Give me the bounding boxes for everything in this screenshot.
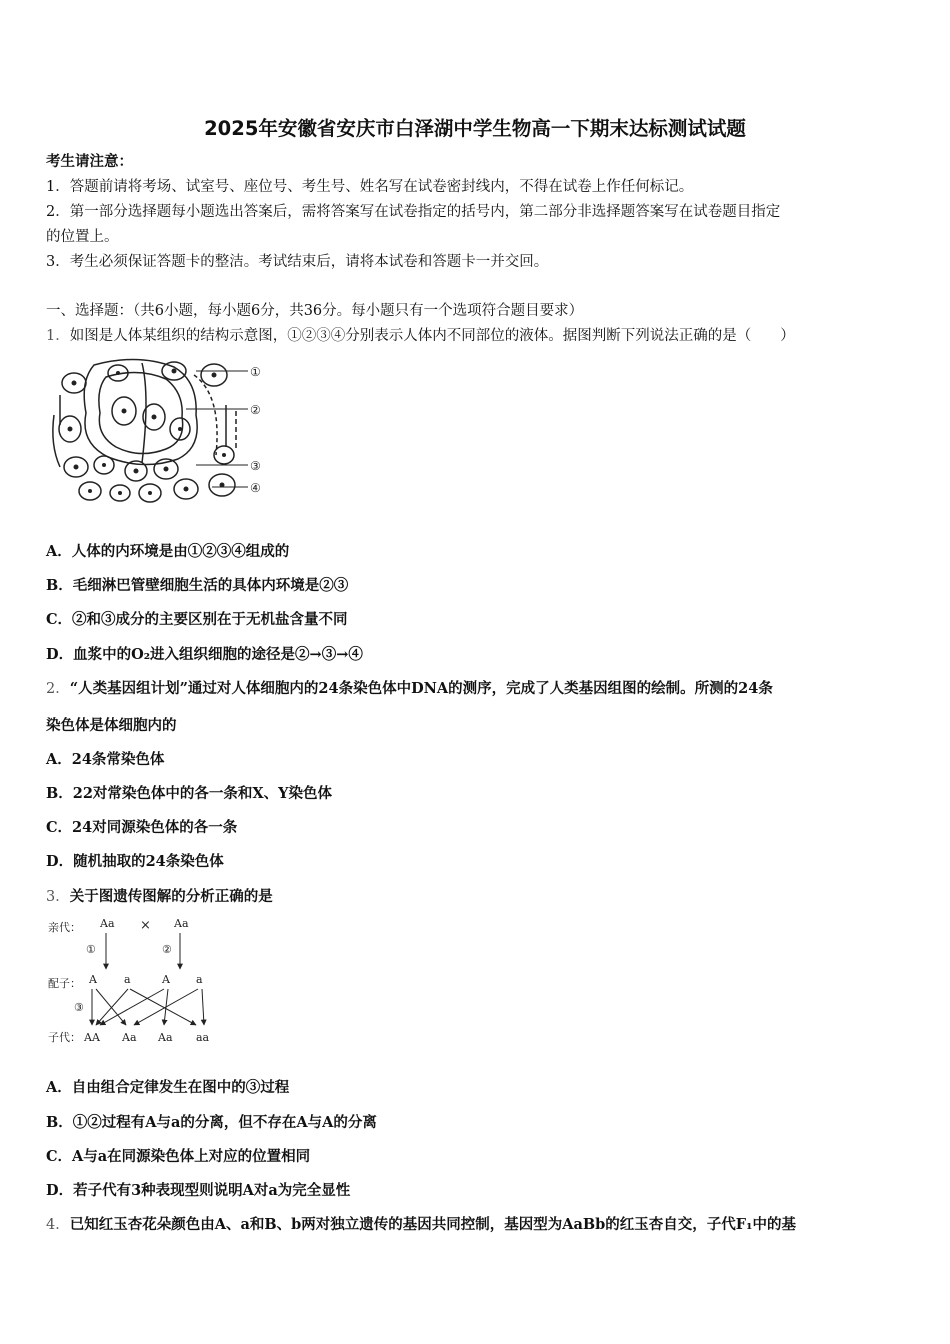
question-number: 3． xyxy=(46,889,70,905)
tissue-structure-figure xyxy=(46,355,270,507)
option-b: B．①②过程有A与a的分离，但不存在A与A的分离 xyxy=(46,1114,377,1131)
question-number: 1． xyxy=(46,328,70,344)
option-c: C．A与a在同源染色体上对应的位置相同 xyxy=(46,1148,311,1165)
option-b: B．毛细淋巴管壁细胞生活的具体内环境是②③ xyxy=(46,577,349,594)
question-1 xyxy=(46,326,795,346)
gamete: a xyxy=(124,973,131,986)
page-title: 2025年安徽省安庆市白泽湖中学生物高一下期末达标测试试题 xyxy=(204,117,746,140)
option-b: B．22对常染色体中的各一条和X、Y染色体 xyxy=(46,785,333,802)
section-heading: 一、选择题：（共6小题，每小题6分，共36分。每小题只有一个选项符合题目要求） xyxy=(46,303,584,319)
step-label: ③ xyxy=(74,1001,84,1014)
figure-label: ① xyxy=(250,365,261,379)
question-stem: 已知红玉杏花朵颜色由A、a和B、b两对独立遗传的基因共同控制，基因型为AaBb的红玉杏自交，子代F₁中的基 xyxy=(69,1216,796,1233)
step-label: ② xyxy=(162,943,172,956)
question-stem-continued: 染色体是体细胞内的 xyxy=(46,717,177,734)
offspring-genotype: Aa xyxy=(158,1031,173,1044)
question-2 xyxy=(46,679,773,699)
option-d: D．随机抽取的24条染色体 xyxy=(46,853,224,870)
notice-item: 3．考生必须保证答题卡的整洁。考试结束后，请将本试卷和答题卡一并交回。 xyxy=(46,254,549,270)
figure-label: ④ xyxy=(250,481,261,495)
notice-item: 1．答题前请将考场、试室号、座位号、考生号、姓名写在试卷密封线内，不得在试卷上作任何标记。 xyxy=(46,179,694,195)
notice-heading: 考生请注意： xyxy=(46,153,133,170)
question-3 xyxy=(46,887,273,907)
question-stem: 如图是人体某组织的结构示意图，①②③④分别表示人体内不同部位的液体。据图判断下列说法正确的是（ ） xyxy=(69,328,795,344)
option-d: D．若子代有3种表现型则说明A对a为完全显性 xyxy=(46,1182,351,1199)
figure-label: ② xyxy=(250,403,261,417)
question-number: 4． xyxy=(46,1217,70,1233)
notice-item: 的位置上。 xyxy=(46,229,119,245)
option-c: C．②和③成分的主要区别在于无机盐含量不同 xyxy=(46,611,348,628)
option-c: C．24对同源染色体的各一条 xyxy=(46,819,238,836)
gamete: A xyxy=(89,973,97,986)
row-label-parent: 亲代： xyxy=(48,921,81,934)
figure-label: ③ xyxy=(250,459,261,473)
genetic-cross-figure xyxy=(46,913,226,1053)
row-label-offspring: 子代： xyxy=(48,1031,81,1044)
parent-genotype: Aa xyxy=(174,917,189,930)
cross-symbol: × xyxy=(140,918,151,933)
question-number: 2． xyxy=(46,681,70,697)
step-label: ① xyxy=(86,943,96,956)
offspring-genotype: AA xyxy=(84,1031,100,1044)
question-4 xyxy=(46,1215,796,1235)
option-a: A．自由组合定律发生在图中的③过程 xyxy=(46,1079,290,1096)
option-a: A．人体的内环境是由①②③④组成的 xyxy=(46,543,290,560)
option-d: D．血浆中的O₂进入组织细胞的途径是②→③→④ xyxy=(46,646,363,663)
question-stem: “人类基因组计划”通过对人体细胞内的24条染色体中DNA的测序，完成了人类基因组图的绘制。所测的24条 xyxy=(69,680,773,697)
gamete: A xyxy=(162,973,170,986)
parent-genotype: Aa xyxy=(100,917,115,930)
question-stem: 关于图遗传图解的分析正确的是 xyxy=(69,888,273,905)
row-label-gamete: 配子： xyxy=(48,977,81,990)
notice-item: 2．第一部分选择题每小题选出答案后，需将答案写在试卷指定的括号内，第二部分非选择题答案写在试卷题目指定 xyxy=(46,204,781,220)
offspring-genotype: Aa xyxy=(122,1031,137,1044)
gamete: a xyxy=(196,973,203,986)
offspring-genotype: aa xyxy=(196,1031,210,1044)
option-a: A．24条常染色体 xyxy=(46,751,165,768)
